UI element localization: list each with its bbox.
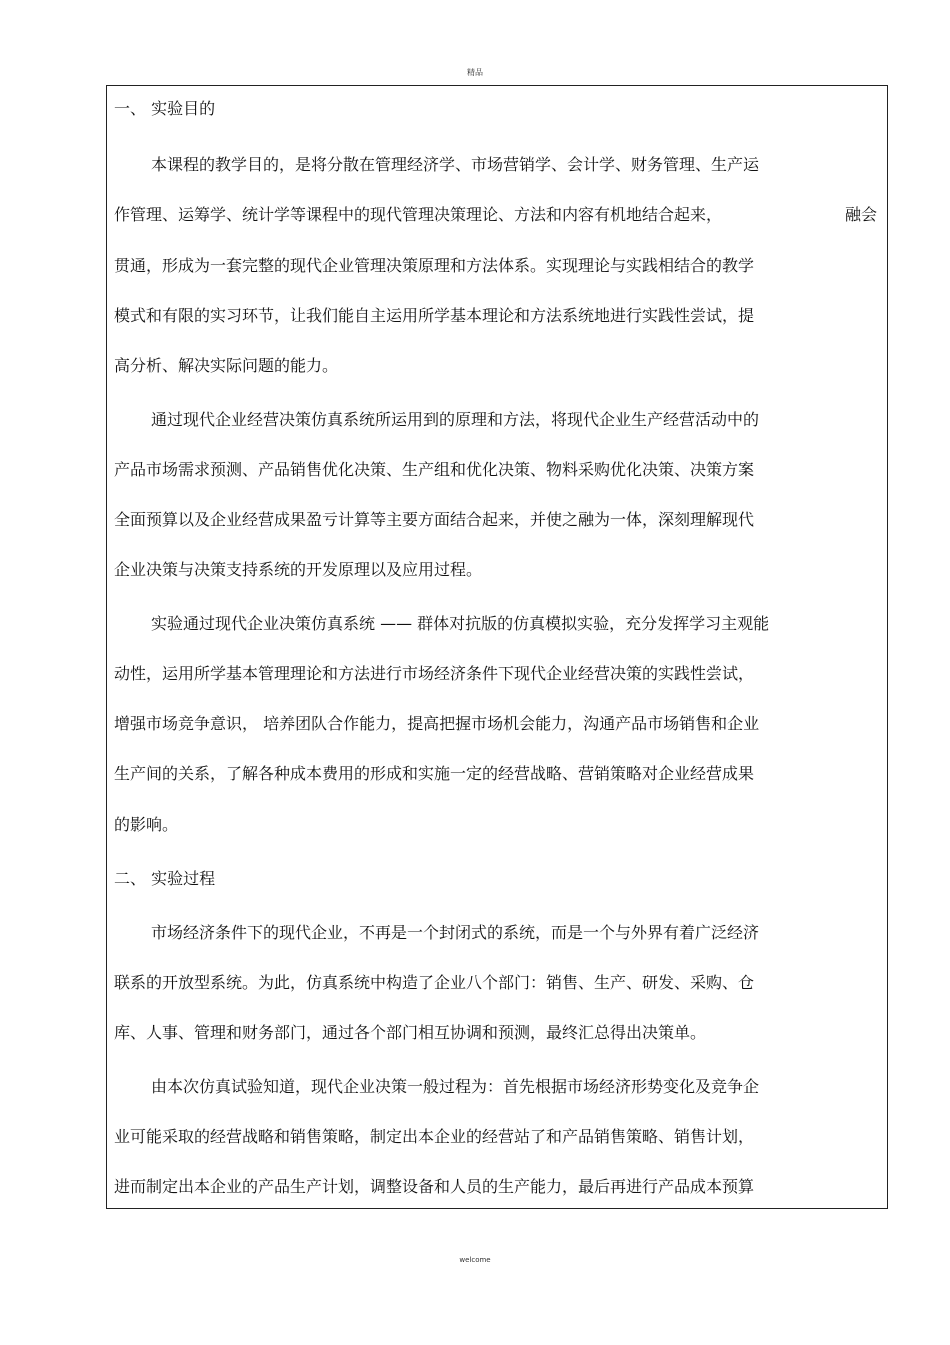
section-heading-process: 二、 实验过程: [114, 869, 216, 888]
paragraph-line: 企业决策与决策支持系统的开发原理以及应用过程。: [114, 560, 483, 579]
paragraph-line: 模式和有限的实习环节，让我们能自主运用所学基本理论和方法系统地进行实践性尝试，提: [114, 306, 755, 325]
paragraph-line: 的影响。: [114, 815, 179, 834]
paragraph-line: 由本次仿真试验知道，现代企业决策一般过程为：首先根据市场经济形势变化及竞争企: [151, 1077, 760, 1096]
paragraph-line: 产品市场需求预测、产品销售优化决策、生产组和优化决策、物料采购优化决策、决策方案: [114, 460, 755, 479]
paragraph-line: 业可能采取的经营战略和销售策略，制定出本企业的经营站了和产品销售策略、销售计划，: [114, 1127, 755, 1146]
paragraph-line: 贯通，形成为一套完整的现代企业管理决策原理和方法体系。实现理论与实践相结合的教学: [114, 256, 755, 275]
paragraph-line: 高分析、解决实际问题的能力。: [114, 356, 339, 375]
paragraph-line-tail: 融会: [845, 205, 878, 224]
paragraph-line: 通过现代企业经营决策仿真系统所运用到的原理和方法，将现代企业生产经营活动中的: [151, 410, 760, 429]
page-footer-mark: welcome: [459, 1256, 491, 1264]
paragraph-line: 库、人事、管理和财务部门，通过各个部门相互协调和预测，最终汇总得出决策单。: [114, 1023, 707, 1042]
page-header-mark: 精品: [467, 68, 483, 77]
paragraph-line: 进而制定出本企业的产品生产计划，调整设备和人员的生产能力，最后再进行产品成本预算: [114, 1177, 755, 1196]
paragraph-line: 动性，运用所学基本管理理论和方法进行市场经济条件下现代企业经营决策的实践性尝试，: [114, 664, 755, 683]
paragraph-line: 作管理、运筹学、统计学等课程中的现代管理决策理论、方法和内容有机地结合起来，: [114, 205, 723, 224]
paragraph-line: 全面预算以及企业经营成果盈亏计算等主要方面结合起来，并使之融为一体，深刻理解现代: [114, 510, 755, 529]
paragraph-line: 本课程的教学目的，是将分散在管理经济学、市场营销学、会计学、财务管理、生产运: [151, 155, 760, 174]
paragraph-line: 增强市场竞争意识， 培养团队合作能力，提高把握市场机会能力，沟通产品市场销售和企业: [114, 714, 760, 733]
paragraph-line: 联系的开放型系统。为此，仿真系统中构造了企业八个部门：销售、生产、研发、采购、仓: [114, 973, 755, 992]
section-heading-purpose: 一、 实验目的: [114, 99, 216, 118]
paragraph-line: 市场经济条件下的现代企业，不再是一个封闭式的系统，而是一个与外界有着广泛经济: [151, 923, 760, 942]
paragraph-line: 实验通过现代企业决策仿真系统 —— 群体对抗版的仿真模拟实验，充分发挥学习主观能: [151, 614, 770, 633]
paragraph-line: 生产间的关系，了解各种成本费用的形成和实施一定的经营战略、营销策略对企业经营成果: [114, 764, 755, 783]
